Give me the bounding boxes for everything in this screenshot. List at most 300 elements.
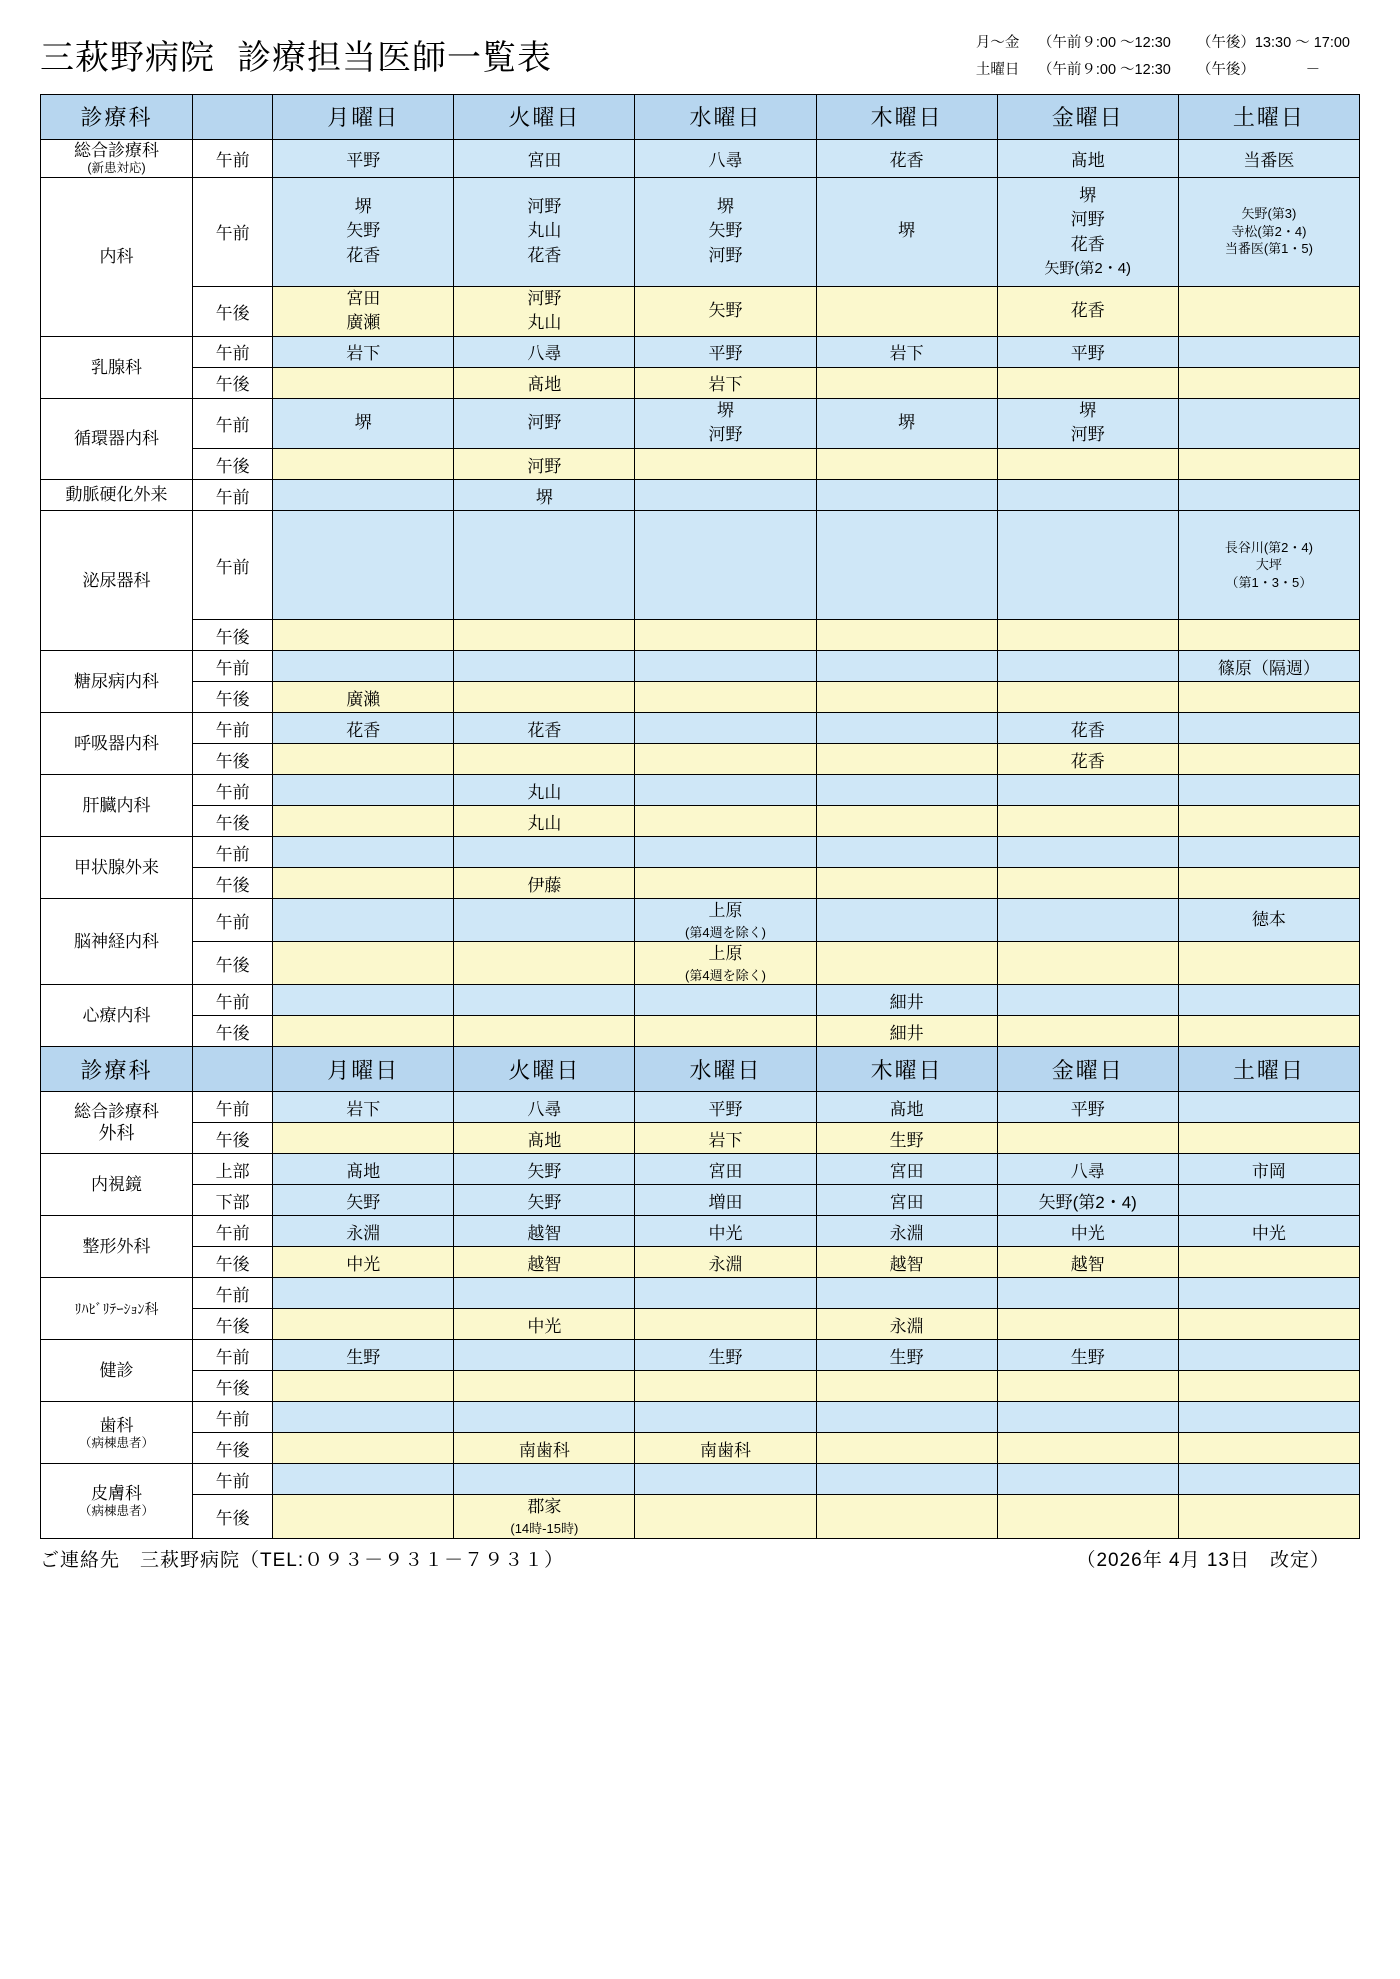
schedule-cell [1178,1185,1359,1216]
schedule-cell [1178,682,1359,713]
dept-name-cell [41,837,193,899]
schedule-cell: 細井 [816,985,997,1016]
schedule-cell [273,449,454,480]
schedule-cell: 生野 [816,1123,997,1154]
dept-name-cell [41,1402,193,1464]
hours-row-saturday [976,57,1350,84]
schedule-cell [273,620,454,651]
schedule-cell [635,1016,816,1047]
table-row [41,985,1360,1016]
schedule-cell [1178,1123,1359,1154]
schedule-cell [1178,713,1359,744]
schedule-cell [997,1371,1178,1402]
time-label-cell: 午後 [193,620,273,651]
table-row [41,1464,1360,1495]
schedule-cell [1178,367,1359,398]
schedule-cell [1178,775,1359,806]
doctor-name: （第1・3・5） [1225,574,1313,590]
schedule-cell [273,286,454,336]
schedule-cell [273,1495,454,1538]
schedule-cell [1178,398,1359,448]
doctor-name: 寺松(第2・4) [1231,223,1307,239]
schedule-cell: 越智 [454,1216,635,1247]
time-label-cell: 下部 [193,1185,273,1216]
doctor-name: 堺 [898,413,916,433]
schedule-cell [1178,1433,1359,1464]
doctor-name: 堺 [716,196,734,216]
schedule-cell [454,620,635,651]
schedule-cell [816,1433,997,1464]
schedule-cell [1178,806,1359,837]
schedule-cell [997,1123,1178,1154]
hours-weekday-label: 月～金 [975,35,1020,51]
schedule-cell [997,806,1178,837]
schedule-cell [816,899,997,942]
dept-name-cell [41,1278,193,1340]
doctor-name: 矢野 [708,221,743,241]
doctor-name: 廣瀬 [346,313,381,333]
schedule-cell [273,985,454,1016]
time-label-cell: 午前 [193,775,273,806]
schedule-cell [635,713,816,744]
time-label-cell: 午後 [193,367,273,398]
doctor-name: 花香 [527,245,562,265]
schedule-cell [454,398,635,448]
schedule-cell [273,744,454,775]
doctor-name: 河野 [527,413,562,433]
doctor-name: 矢野 [708,300,743,320]
header-day-3: 水曜日 [635,1047,816,1092]
table-row [41,806,1360,837]
schedule-cell [1178,1247,1359,1278]
table-row [41,1123,1360,1154]
dept-name: 乳腺科 [91,357,143,377]
revision-date: （2026年 4月 13日 改定） [1076,1549,1330,1571]
doctor-name: 宮田 [346,288,381,308]
schedule-cell: 南歯科 [635,1433,816,1464]
schedule-cell [635,511,816,620]
schedule-cell [454,837,635,868]
schedule-cell [454,177,635,286]
table-row [41,1216,1360,1247]
dept-name-cell [41,1154,193,1216]
schedule-cell [816,449,997,480]
doctor-name: 堺 [354,196,372,216]
table-row [41,1278,1360,1309]
schedule-cell [273,1278,454,1309]
time-label-cell: 午前 [193,837,273,868]
schedule-cell [273,1309,454,1340]
schedule-cell [997,651,1178,682]
schedule-cell [273,806,454,837]
dept-name: 内科 [99,247,134,267]
time-label-cell: 午前 [193,511,273,620]
doctor-name: 長谷川(第2・4) [1224,539,1313,555]
schedule-cell [635,177,816,286]
schedule-cell: 八尋 [997,1154,1178,1185]
schedule-cell [816,837,997,868]
table-header-row [41,94,1360,139]
schedule-cell [635,651,816,682]
page-header [40,22,1360,84]
schedule-cell [816,1371,997,1402]
dept-name-sub: （病棟患者） [79,1435,155,1450]
schedule-cell [816,806,997,837]
dept-name-sub: （病棟患者） [79,1503,155,1518]
schedule-cell [635,286,816,336]
schedule-cell: 越智 [816,1247,997,1278]
dept-name-sub: (新患対応) [87,160,146,175]
schedule-cell: 髙地 [454,1123,635,1154]
doctor-name: 河野 [527,288,562,308]
doctor-name: 花香 [1070,300,1105,320]
schedule-cell [273,868,454,899]
dept-name-cell [41,139,193,177]
hours-saturday-pm: （午後） － [1196,61,1321,78]
schedule-cell [1178,1092,1359,1123]
time-label-cell: 午後 [193,1371,273,1402]
schedule-cell: 平野 [635,1092,816,1123]
time-label-cell: 午後 [193,1016,273,1047]
dept-name: 整形外科 [82,1237,151,1257]
doctor-name: 堺 [716,400,734,420]
time-label-cell: 午後 [193,806,273,837]
header-day-6: 土曜日 [1178,94,1359,139]
table-row [41,177,1360,286]
time-label-cell: 午前 [193,1278,273,1309]
doctor-name: 矢野(第2・4) [1044,259,1132,277]
schedule-cell: 髙地 [997,139,1178,177]
dept-name-cell [41,713,193,775]
schedule-cell: 生野 [816,1340,997,1371]
schedule-cell [997,1278,1178,1309]
schedule-cell: 矢野 [273,1185,454,1216]
schedule-cell [273,367,454,398]
schedule-cell [635,775,816,806]
schedule-cell: 生野 [273,1340,454,1371]
schedule-cell [816,1278,997,1309]
schedule-cell: 河野 [454,449,635,480]
schedule-cell: 宮田 [816,1154,997,1185]
schedule-cell: 矢野 [454,1154,635,1185]
schedule-cell [816,1495,997,1538]
table-row [41,713,1360,744]
dept-name: 総合診療科 [74,140,160,160]
schedule-cell [997,480,1178,511]
header-time-blank [193,94,273,139]
time-label-cell: 午前 [193,651,273,682]
schedule-cell [454,1402,635,1433]
header-dept: 診療科 [41,94,193,139]
header-day-4: 木曜日 [816,94,997,139]
schedule-cell [997,177,1178,286]
time-label-cell: 午前 [193,1216,273,1247]
schedule-cell [635,942,816,985]
doctor-name: 矢野 [346,221,381,241]
doctor-name: 矢野(第3) [1241,206,1297,222]
hours-saturday-label: 土曜日 [975,61,1020,78]
doctor-name: 堺 [1079,185,1097,205]
doctor-name: 河野 [1070,425,1105,445]
schedule-cell: 南歯科 [454,1433,635,1464]
schedule-cell [816,868,997,899]
time-label-cell: 午後 [193,1433,273,1464]
schedule-cell [997,682,1178,713]
schedule-cell [454,744,635,775]
schedule-cell: 花香 [816,139,997,177]
schedule-cell: 岩下 [635,367,816,398]
schedule-cell [273,837,454,868]
schedule-cell: 宮田 [635,1154,816,1185]
schedule-cell: 丸山 [454,775,635,806]
schedule-cell [997,985,1178,1016]
table-row [41,775,1360,806]
dept-name: 循環器内科 [74,429,160,449]
schedule-cell [1178,1371,1359,1402]
schedule-cell [1178,1340,1359,1371]
time-label-cell: 午後 [193,868,273,899]
schedule-cell [1178,620,1359,651]
table-row [41,1154,1360,1185]
doctor-name: 河野 [708,425,743,445]
schedule-cell: 八尋 [635,139,816,177]
schedule-cell [635,837,816,868]
header-day-5: 金曜日 [997,1047,1178,1092]
header-day-6: 土曜日 [1178,1047,1359,1092]
time-label-cell: 午前 [193,398,273,448]
doctor-name: 花香 [1070,234,1105,254]
table-row [41,139,1360,177]
table-row [41,682,1360,713]
schedule-cell: 篠原（隔週） [1178,651,1359,682]
time-label-cell: 午後 [193,1123,273,1154]
schedule-cell [454,511,635,620]
schedule-cell: 永淵 [816,1216,997,1247]
schedule-cell: 丸山 [454,806,635,837]
schedule-cell [273,942,454,985]
schedule-cell: 八尋 [454,1092,635,1123]
dept-name-cell [41,398,193,479]
dept-name: 内視鏡 [91,1175,143,1195]
schedule-cell: 岩下 [273,1092,454,1123]
schedule-cell [1178,177,1359,286]
schedule-cell: 花香 [997,713,1178,744]
dept-name-cell [41,177,193,336]
dept-name-cell [41,899,193,985]
time-label-cell: 午後 [193,1495,273,1538]
doctor-name: 大坪 [1255,557,1282,573]
schedule-cell [454,1016,635,1047]
schedule-cell [1178,1402,1359,1433]
schedule-cell [635,1495,816,1538]
hours-row-weekday [976,30,1350,57]
schedule-cell [816,713,997,744]
dept-name: ﾘﾊﾋﾞﾘﾃｰｼｮﾝ科 [74,1301,159,1318]
schedule-cell: 花香 [997,744,1178,775]
schedule-cell [997,1309,1178,1340]
dept-name: 皮膚科 [91,1483,143,1503]
schedule-table [40,94,1360,1539]
schedule-cell [454,985,635,1016]
schedule-cell [1178,449,1359,480]
table-row [41,1016,1360,1047]
schedule-cell [997,899,1178,942]
table-row [41,899,1360,942]
schedule-cell [816,775,997,806]
schedule-cell [816,651,997,682]
schedule-cell [997,620,1178,651]
time-label-cell: 上部 [193,1154,273,1185]
schedule-cell [454,1340,635,1371]
schedule-cell: 中光 [1178,1216,1359,1247]
time-label-cell: 午前 [193,336,273,367]
schedule-cell [997,837,1178,868]
schedule-cell [635,620,816,651]
time-label-cell: 午前 [193,480,273,511]
schedule-cell: 越智 [454,1247,635,1278]
schedule-cell: 生野 [635,1340,816,1371]
dept-name: 心療内科 [82,1006,151,1026]
schedule-cell: 細井 [816,1016,997,1047]
schedule-cell [635,398,816,448]
schedule-cell: 堺 [454,480,635,511]
dept-name-cell [41,1464,193,1538]
schedule-cell: 伊藤 [454,868,635,899]
schedule-cell: 髙地 [816,1092,997,1123]
schedule-cell: 岩下 [273,336,454,367]
time-label-cell: 午前 [193,177,273,286]
schedule-cell [635,744,816,775]
schedule-cell: 平野 [997,1092,1178,1123]
schedule-cell [273,177,454,286]
schedule-cell [816,177,997,286]
table-row [41,744,1360,775]
schedule-cell: 中光 [454,1309,635,1340]
schedule-body [41,94,1360,1538]
dept-name: 糖尿病内科 [74,671,160,691]
page-title [40,22,552,79]
schedule-cell [454,286,635,336]
table-row [41,1247,1360,1278]
table-row [41,286,1360,336]
header-day-4: 木曜日 [816,1047,997,1092]
schedule-cell [1178,1016,1359,1047]
schedule-cell: 中光 [273,1247,454,1278]
schedule-cell: 当番医 [1178,139,1359,177]
dept-name-cell [41,651,193,713]
schedule-cell [997,367,1178,398]
dept-name-cell [41,775,193,837]
table-row [41,620,1360,651]
schedule-cell [997,1495,1178,1538]
schedule-cell [816,682,997,713]
schedule-cell [1178,868,1359,899]
schedule-cell [997,1402,1178,1433]
schedule-cell [454,899,635,942]
time-label-cell: 午後 [193,286,273,336]
schedule-cell [273,511,454,620]
schedule-cell: 平野 [273,139,454,177]
time-label-cell: 午後 [193,1247,273,1278]
doctor-name: 河野 [527,196,562,216]
schedule-cell [1178,1464,1359,1495]
schedule-cell [997,1433,1178,1464]
table-row [41,868,1360,899]
hours-saturday-am: （午前９:00 ～12:30 [1037,61,1171,78]
schedule-cell [1178,1495,1359,1538]
doctor-name: 堺 [1079,400,1097,420]
schedule-cell: 髙地 [273,1154,454,1185]
dept-name-cell [41,1092,193,1154]
dept-name: 泌尿器科 [82,570,151,590]
schedule-cell: 中光 [997,1216,1178,1247]
schedule-cell [454,651,635,682]
dept-name: 甲状腺外来 [74,857,160,877]
table-row [41,398,1360,448]
doctor-name: 郡家 [527,1497,562,1517]
schedule-cell: 髙地 [454,367,635,398]
schedule-cell [997,511,1178,620]
schedule-cell [454,682,635,713]
schedule-cell [454,1495,635,1538]
schedule-cell [273,651,454,682]
schedule-cell [1178,336,1359,367]
schedule-cell: 矢野(第2・4) [997,1185,1178,1216]
doctor-name: 当番医(第1・5) [1224,241,1313,257]
schedule-cell [635,449,816,480]
table-row [41,480,1360,511]
schedule-cell [635,1278,816,1309]
schedule-cell [273,480,454,511]
schedule-cell [816,367,997,398]
doctor-name: (14時-15時) [510,1521,579,1537]
time-label-cell: 午前 [193,1402,273,1433]
table-row [41,1309,1360,1340]
schedule-cell [997,449,1178,480]
schedule-cell [1178,985,1359,1016]
dept-name: 総合診療科 [74,1102,160,1122]
doctor-name: 上原 [708,901,743,921]
time-label-cell: 午後 [193,744,273,775]
table-row [41,837,1360,868]
opening-hours [976,22,1360,84]
table-row [41,1340,1360,1371]
schedule-cell [273,1016,454,1047]
schedule-cell [454,1278,635,1309]
schedule-cell: 生野 [997,1340,1178,1371]
hospital-name: 三萩野病院 [40,39,215,77]
dept-name-sub: 外科 [98,1123,135,1144]
time-label-cell: 午後 [193,942,273,985]
schedule-cell [635,868,816,899]
doctor-name: 徳本 [1251,909,1286,929]
schedule-cell [997,398,1178,448]
table-row [41,942,1360,985]
time-label-cell: 午後 [193,449,273,480]
schedule-cell: 宮田 [454,139,635,177]
page-footer [40,1545,1360,1572]
header-dept: 診療科 [41,1047,193,1092]
table-row [41,336,1360,367]
table-header-row [41,1047,1360,1092]
schedule-cell: 矢野 [454,1185,635,1216]
schedule-cell [816,511,997,620]
dept-name: 歯科 [99,1415,134,1435]
time-label-cell: 午後 [193,1309,273,1340]
table-row [41,1495,1360,1538]
dept-name: 呼吸器内科 [74,733,160,753]
header-day-5: 金曜日 [997,94,1178,139]
